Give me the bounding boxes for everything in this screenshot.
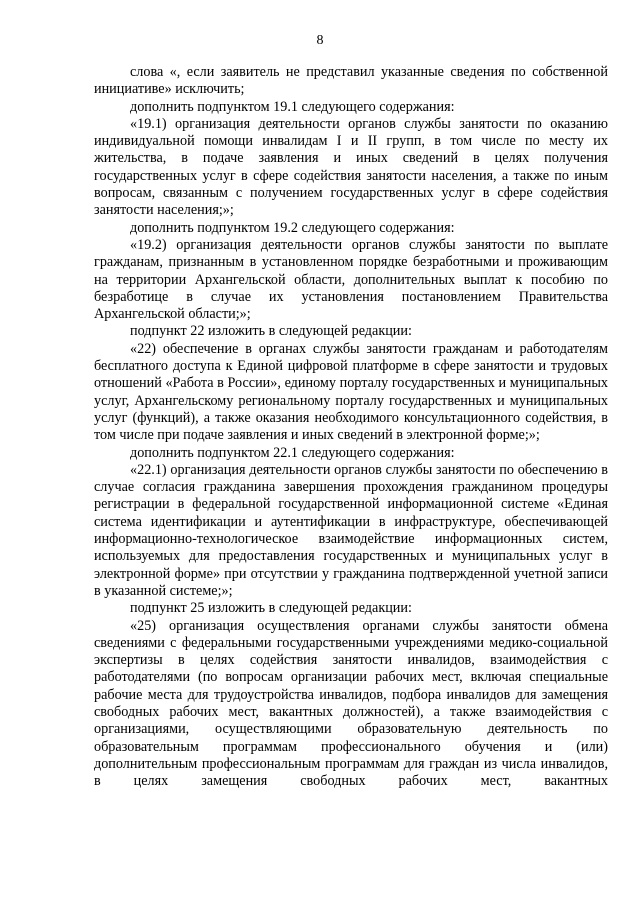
paragraph-11: «25) организация осуществления органами службы занятости обмена сведениями с федеральными государственными учреждениями медико-социальной экспертизы в целях содействия занятости инвалидов, взаимодействия с работодателями (по вопросам организации рабочих мест, включая специальные рабочие места для трудоустройства инвалидов, подбора инвалидов для замещения свободных рабочих мест, вакантных должностей), а также взаимодействия с организациями, осуществляющими образовательную деятельность по образовательным программам профессионального обучения и (или) дополнительным профессиональным программам для граждан из числа инвалидов, в целях замещения свободных рабочих мест, вакантных	[94, 617, 608, 790]
paragraph-1: слова «, если заявитель не представил указанные сведения по собственной инициативе» исключить;	[94, 64, 608, 98]
page-number: 8	[316, 33, 324, 48]
paragraph-5: «19.2) организация деятельности органов службы занятости по выплате гражданам, признанным в установленном порядке безработными и проживающим на территории Архангельской области, дополнительных выплат к пособию по безработице в случае их установления постановлением Правительства Архангельской области;»;	[94, 236, 608, 323]
paragraph-6: подпункт 22 изложить в следующей редакции:	[130, 323, 412, 340]
paragraph-8: дополнить подпунктом 22.1 следующего содержания:	[130, 444, 455, 461]
paragraph-2: дополнить подпунктом 19.1 следующего содержания:	[130, 98, 455, 115]
paragraph-7: «22) обеспечение в органах службы занятости гражданам и работодателям бесплатного доступа к Единой цифровой платформе в сфере занятости и трудовых отношений «Работа в России», единому порталу государственных и муниципальных услуг, Архангельскому региональному порталу государственных и муниципальных услуг (функций), а также оказания необходимого консультационного содействия, в том числе при подаче заявления и иных сведений в электронной форме;»;	[94, 340, 608, 444]
paragraph-4: дополнить подпунктом 19.2 следующего содержания:	[130, 219, 455, 236]
paragraph-10: подпункт 25 изложить в следующей редакции:	[130, 600, 412, 617]
paragraph-3: «19.1) организация деятельности органов службы занятости по оказанию индивидуальной помощи инвалидам I и II групп, в том числе по месту их жительства, в подаче заявления и иных сведений в целях получения государственных услуг в сфере содействия занятости населения, а также по иным вопросам, связанным с получением государственных услуг в сфере содействия занятости населения;»;	[94, 115, 608, 219]
document-body	[94, 64, 608, 790]
paragraph-9: «22.1) организация деятельности органов службы занятости по обеспечению в случае согласия гражданина завершения прохождения гражданином процедуры регистрации в федеральной государственной информационной системе «Единая система идентификации и аутентификации в инфраструктуре, обеспечивающей информационно-технологическое взаимодействие информационных систем, используемых для предоставления государственных и муниципальных услуг в электронной форме» при отсутствии у гражданина подтвержденной учетной записи в указанной системе;»;	[94, 461, 608, 599]
